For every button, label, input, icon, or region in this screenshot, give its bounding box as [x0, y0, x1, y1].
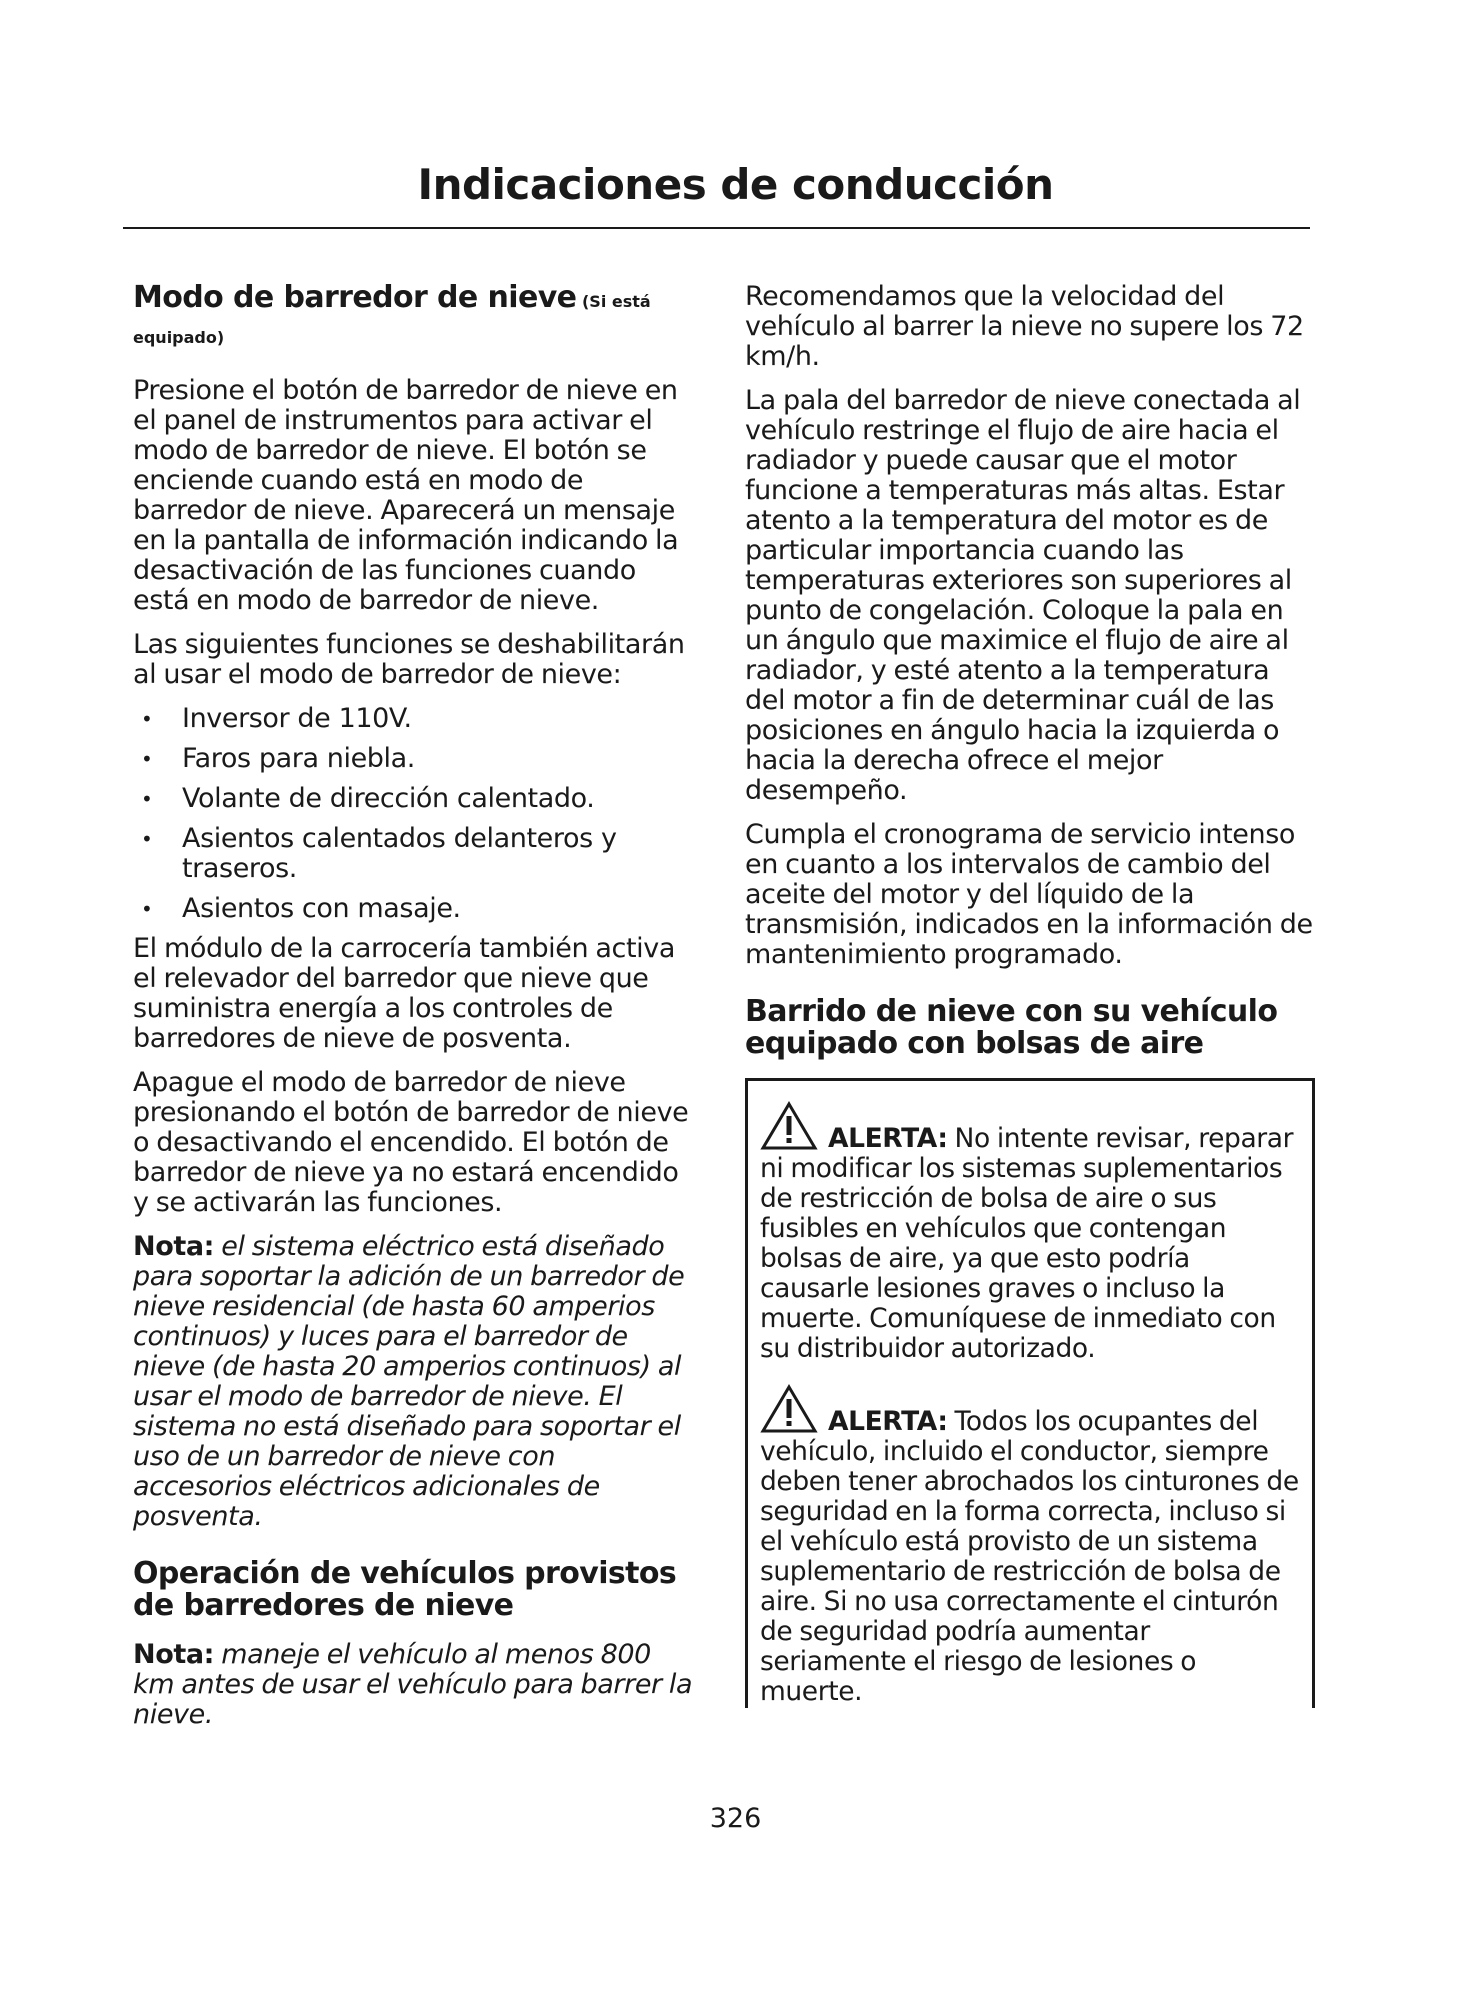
list-item-text: Volante de dirección calentado. — [182, 783, 595, 814]
disabled-functions-list — [133, 704, 693, 924]
section-heading-airbags: Barrido de nieve con su vehículo equipado con bolsas de aire — [745, 994, 1278, 1061]
warning-paragraph — [760, 1384, 1302, 1707]
bullet-icon: • — [141, 787, 153, 811]
list-item-text: Inversor de 110V. — [182, 703, 412, 734]
page-title: Indicaciones de conducción — [417, 160, 1054, 209]
title-divider — [123, 227, 1310, 229]
paragraph: Apague el modo de barredor de nieve presionando el botón de barredor de nieve o desactivando el encendido. El botón de barredor de nieve ya no estará encendido y se activarán las funciones. — [133, 1067, 689, 1218]
left-column — [133, 282, 693, 1744]
list-item-text: Asientos calentados delanteros y traseros. — [182, 823, 617, 884]
warning-text: No intente revisar, reparar ni modificar los sistemas suplementarios de restricción de bolsa de aire o sus fusibles en vehículos que contengan bolsas de aire, ya que esto podría causarle lesiones graves o incluso la muerte. Comuníquese de inmediato con su distribuidor autorizado. — [760, 1123, 1294, 1364]
bullet-icon: • — [141, 897, 153, 921]
note-paragraph — [133, 1232, 693, 1532]
warning-block — [760, 1384, 1302, 1707]
paragraph: El módulo de la carrocería también activa el relevador del barredor que nieve que suministra energía a los controles de barredores de nieve de posventa. — [133, 933, 675, 1054]
warning-label: ALERTA: — [828, 1123, 948, 1154]
note-paragraph — [133, 1640, 693, 1730]
paragraph: Recomendamos que la velocidad del vehículo al barrer la nieve no supere los 72 km/h. — [745, 281, 1304, 372]
list-item-text: Faros para niebla. — [182, 743, 415, 774]
bullet-icon: • — [141, 707, 153, 731]
section-heading-snowplow-mode — [133, 282, 693, 354]
section-qualifier-cont: equipado) — [133, 328, 225, 347]
page-number: 326 — [709, 1803, 762, 1834]
warning-block — [760, 1101, 1302, 1364]
right-column — [745, 282, 1315, 1708]
section-heading-text: Modo de barredor de nieve — [133, 280, 577, 315]
list-item — [133, 784, 693, 814]
list-item — [133, 704, 693, 734]
paragraph: Cumpla el cronograma de servicio intenso en cuanto a los intervalos de cambio del aceite del motor y del líquido de la transmisión, indicados en la información de mantenimiento programado. — [745, 819, 1313, 970]
bullet-icon: • — [141, 747, 153, 771]
warning-box — [745, 1078, 1315, 1708]
bullet-icon: • — [141, 827, 153, 851]
warning-triangle-icon — [760, 1101, 818, 1151]
list-item — [133, 894, 693, 924]
note-label: Nota: — [133, 1639, 215, 1670]
section-qualifier: (Si está — [576, 292, 651, 311]
note-label: Nota: — [133, 1231, 215, 1262]
section-heading-operation: Operación de vehículos provistos de barredores de nieve — [133, 1556, 677, 1623]
paragraph: La pala del barredor de nieve conectada al vehículo restringe el flujo de aire hacia el radiador y puede causar que el motor funcione a temperaturas más altas. Estar atento a la temperatura del motor es de particular importancia cuando las temperaturas exteriores son superiores al punto de congelación. Coloque la pala en un ángulo que maximice el flujo de aire al radiador, y esté atento a la temperatura del motor a fin de determinar cuál de las posiciones en ángulo hacia la izquierda o hacia la derecha ofrece el mejor desempeño. — [745, 385, 1301, 806]
warning-label: ALERTA: — [828, 1406, 948, 1437]
list-item-text: Asientos con masaje. — [182, 893, 461, 924]
list-item — [133, 744, 693, 774]
note-text: el sistema eléctrico está diseñado para soportar la adición de un barredor de nieve residencial (de hasta 60 amperios continuos) y luces para el barredor de nieve (de hasta 20 amperios continuos) al usar el modo de barredor de nieve. El sistema no está diseñado para soportar el uso de un barredor de nieve con accesorios eléctricos adicionales de posventa. — [133, 1231, 685, 1532]
paragraph: Presione el botón de barredor de nieve en el panel de instrumentos para activar el modo de barredor de nieve. El botón se enciende cuando está en modo de barredor de nieve. Aparecerá un mensaje en la pantalla de información indicando la desactivación de las funciones cuando está en modo de barredor de nieve. — [133, 375, 679, 616]
paragraph: Las siguientes funciones se deshabilitarán al usar el modo de barredor de nieve: — [133, 629, 685, 690]
list-item — [133, 824, 693, 884]
warning-text: Todos los ocupantes del vehículo, incluido el conductor, siempre deben tener abrochados los cinturones de seguridad en la forma correcta, incluso si el vehículo está provisto de un sistema suplementario de restricción de bolsa de aire. Si no usa correctamente el cinturón de seguridad podría aumentar seriamente el riesgo de lesiones o muerte. — [760, 1406, 1299, 1707]
warning-paragraph — [760, 1101, 1302, 1364]
warning-triangle-icon — [760, 1384, 818, 1434]
note-text: maneje el vehículo al menos 800 km antes de usar el vehículo para barrer la nieve. — [133, 1639, 693, 1730]
